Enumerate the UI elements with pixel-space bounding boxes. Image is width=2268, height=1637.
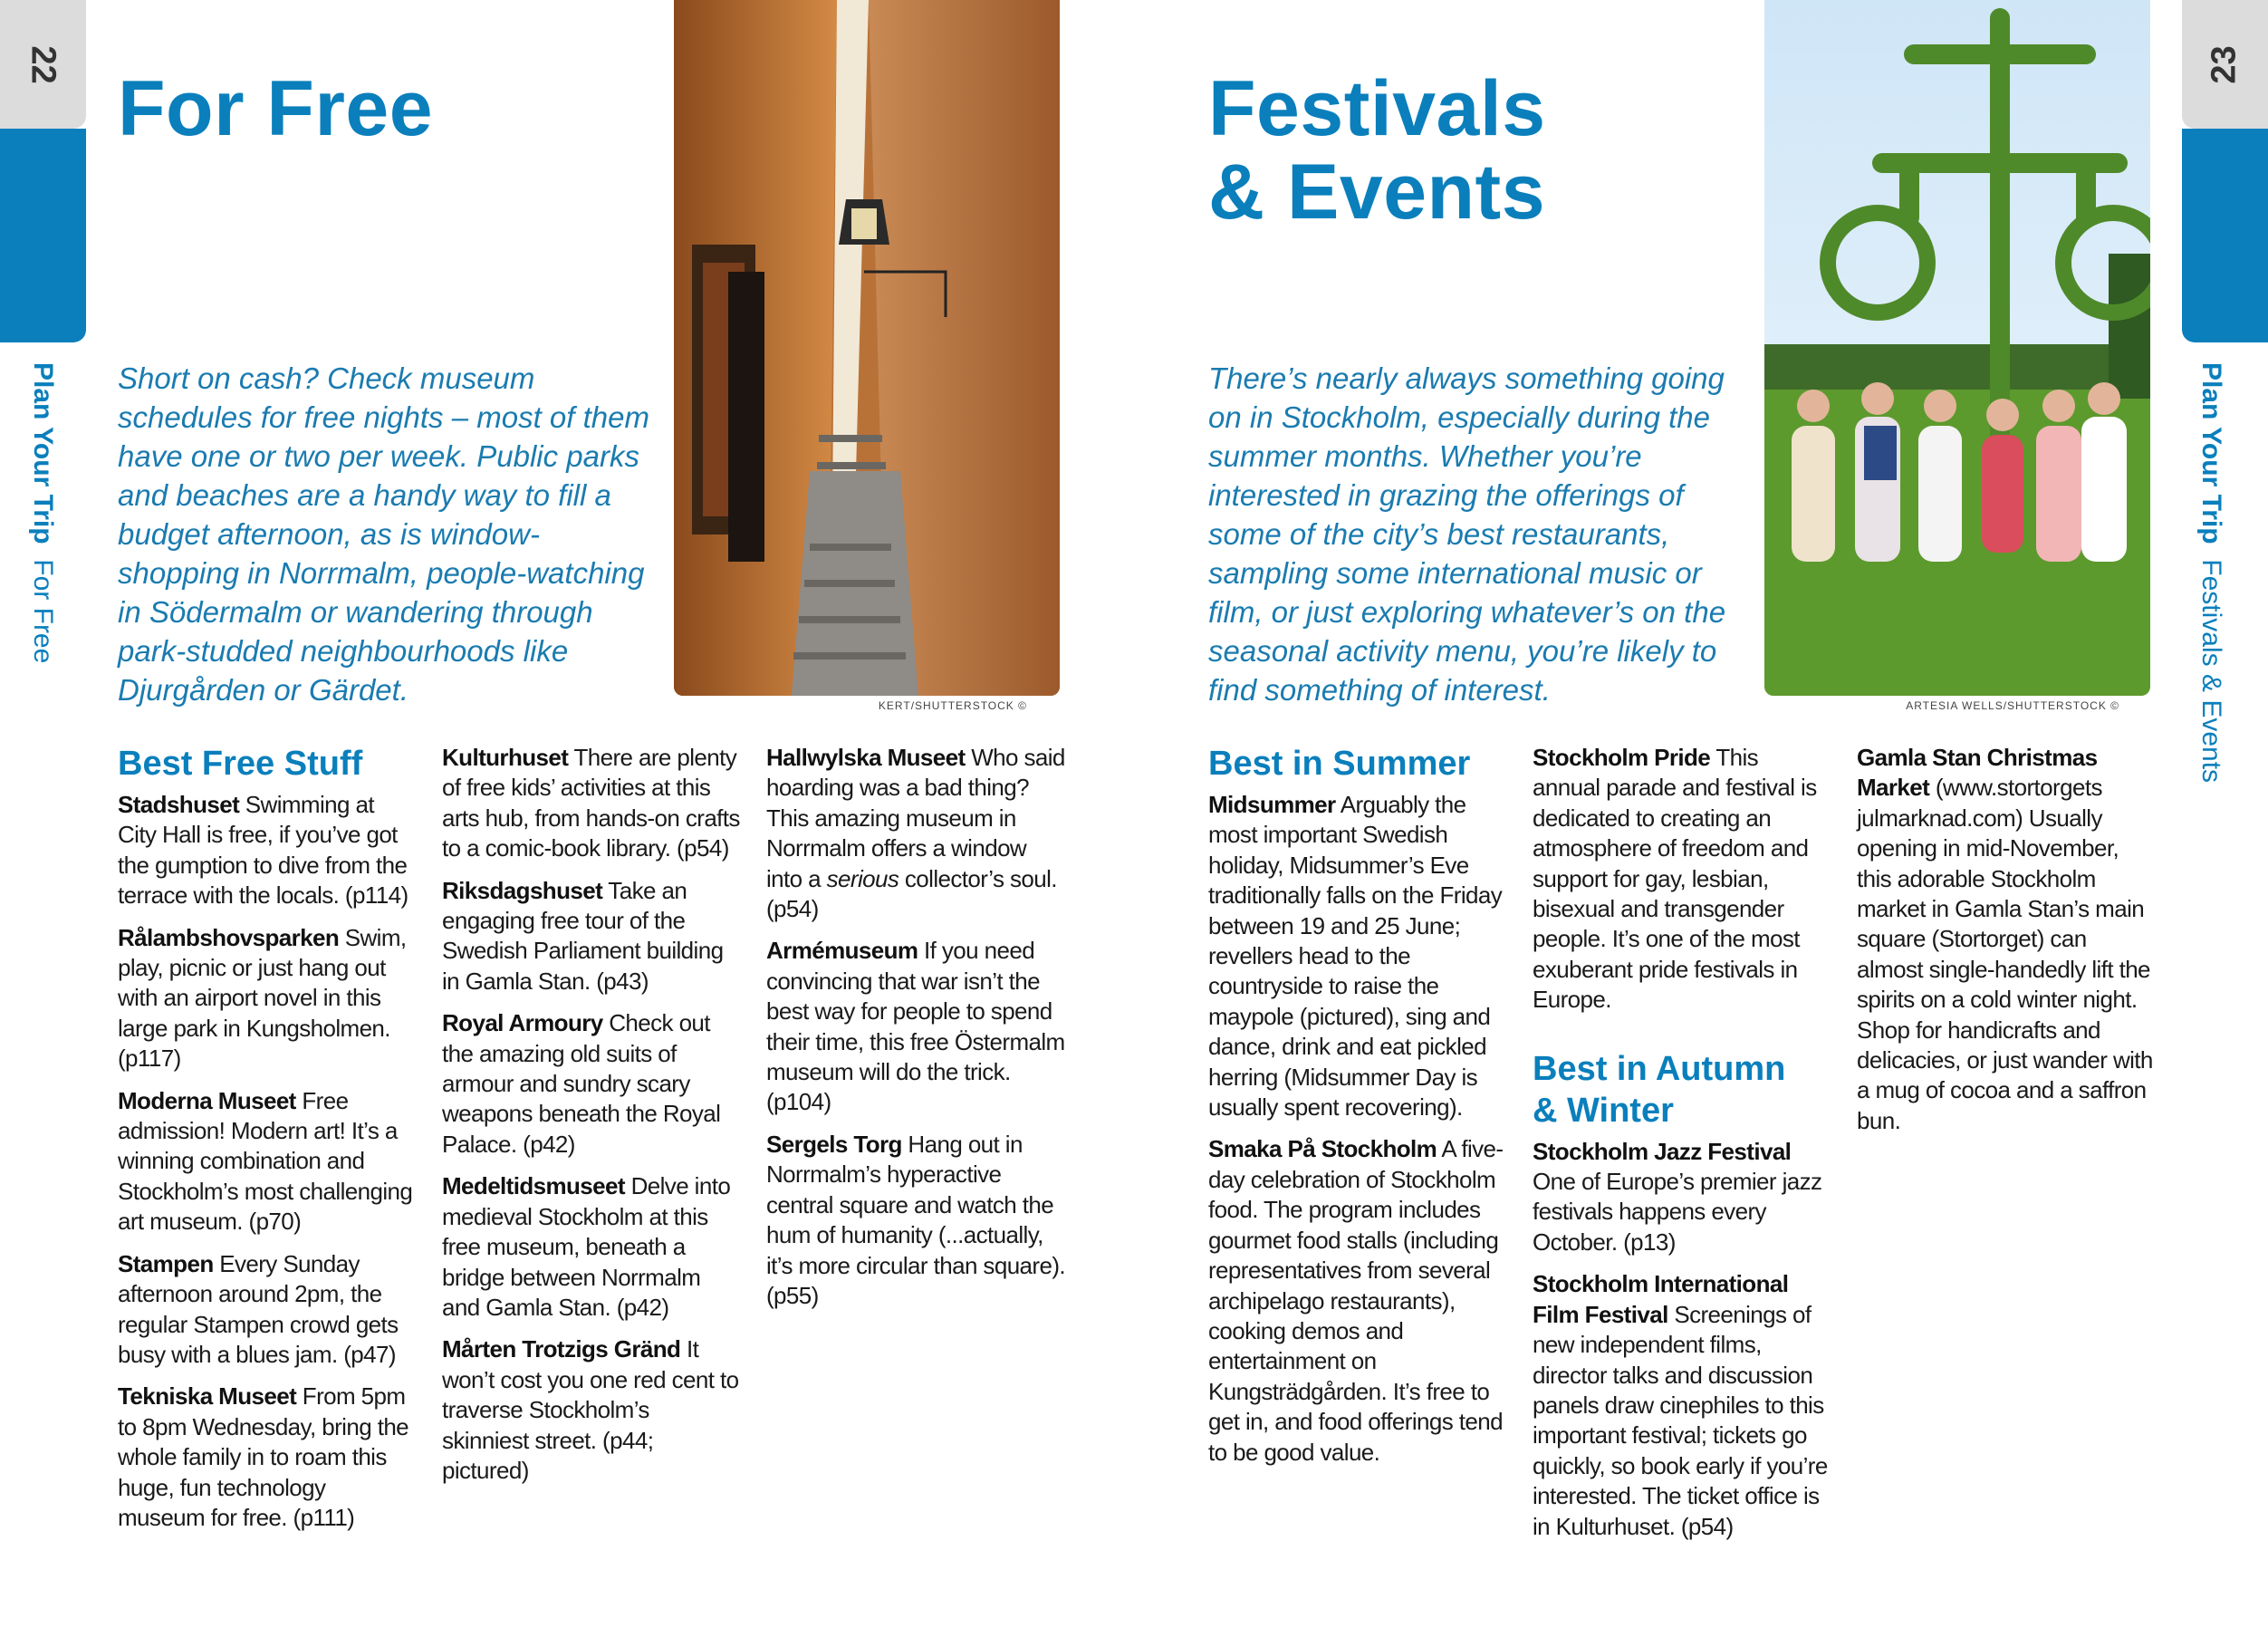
chapter-tab-left xyxy=(0,129,86,342)
side-chapter-left: For Free xyxy=(28,559,58,664)
maypole-illustration xyxy=(1764,0,2150,696)
section-heading-autumn xyxy=(1533,1048,1831,1131)
autumn-heading-line-1: Best in Autumn xyxy=(1533,1049,1786,1088)
column-left-2 xyxy=(442,743,741,1497)
column-left-1 xyxy=(118,743,417,1545)
side-label-left xyxy=(27,362,82,906)
entry-sergels-torg: Sergels Torg Hang out in Norrmalm’s hyperactive central square and watch the hum of humanity (...actually, it’s more circular than square). (p55) xyxy=(766,1130,1066,1309)
page-title-left: For Free xyxy=(118,65,434,152)
entry-moderna-museet: Moderna Museet Free admission! Modern art! It’s a winning combination and Stockholm’s most challenging art museum. (p70) xyxy=(118,1086,413,1236)
page-title-right xyxy=(1208,67,1546,234)
entry-stockholm-film-festival: Stockholm International Film Festival Screenings of new independent films, director talks and discussion panels draw cinephiles to this important festival; tickets go quickly, so book early if you’re interested. The ticket office is in Kulturhuset. (p54) xyxy=(1533,1270,1828,1540)
entry-armemuseum: Armémuseum If you need convincing that war isn’t the best way for people to spend their time, this free Östermalm museum will do the trick. (p104) xyxy=(766,937,1065,1116)
entry-smaka-pa-stockholm: Smaka På Stockholm A five-day celebration of Stockholm food. The program includes gourmet food stalls (including representatives from several archipelago restaurants), cooking demos and entertainment on Kungsträdgården. It’s free to get in, and food offerings tend to be good value. xyxy=(1208,1135,1504,1466)
side-label-right xyxy=(2196,362,2250,906)
alley-illustration xyxy=(674,0,1060,696)
page-number-tab-right xyxy=(2182,0,2268,129)
page-number-tab-left xyxy=(0,0,86,129)
intro-left: Short on cash? Check museum schedules for free nights – most of them have one or two per week. Public parks and beaches are a handy way to fill a budget afternoon, as is window-shopping in Norrmalm, people-watching in Södermalm or wandering through park-studded neighbourhoods like Djurgården or Gärdet. xyxy=(118,361,649,707)
section-heading-free: Best Free Stuff xyxy=(118,745,363,783)
entry-tekniska-museet: Tekniska Museet From 5pm to 8pm Wednesday, bring the whole family in to roam this huge, fun technology museum for free. (p111) xyxy=(118,1382,409,1531)
column-left-3 xyxy=(766,743,1065,1323)
section-heading-summer: Best in Summer xyxy=(1208,745,1471,783)
entry-stadshuset: Stadshuset Swimming at City Hall is free, if you’ve got the gumption to dive from the terrace with the locals. (p114) xyxy=(118,791,408,910)
entry-riksdagshuset: Riksdagshuset Take an engaging free tour of the Swedish Parliament building in Gamla Stan. (p43) xyxy=(442,876,724,995)
entry-stockholm-jazz-festival: Stockholm Jazz Festival One of Europe’s premier jazz festivals happens every October. (p13) xyxy=(1533,1137,1822,1256)
entry-medeltidsmuseet: Medeltidsmuseet Delve into medieval Stockholm at this free museum, beneath a bridge between Norrmalm and Gamla Stan. (p42) xyxy=(442,1172,731,1321)
alley-photo xyxy=(674,0,1060,696)
side-section-right: Plan Your Trip xyxy=(2196,362,2226,544)
page-number-left: 22 xyxy=(24,44,62,84)
side-chapter-right: Festivals & Events xyxy=(2196,559,2226,784)
photo-credit-left: KERT/SHUTTERSTOCK © xyxy=(878,699,1027,712)
entry-marten-trotzigs-grand: Mårten Trotzigs Gränd It won’t cost you one red cent to traverse Stockholm’s skinniest street. (p44; pictured) xyxy=(442,1335,739,1484)
entry-ralambshovsparken: Rålambshovsparken Swim, play, picnic or just hang out with an airport novel in this large park in Kungsholmen. (p117) xyxy=(118,923,407,1073)
column-right-2 xyxy=(1533,743,1831,1554)
page-number-right: 23 xyxy=(2206,44,2244,84)
entry-stampen: Stampen Every Sunday afternoon around 2pm, the regular Stampen crowd gets busy with a blues jam. (p47) xyxy=(118,1249,399,1368)
maypole-photo xyxy=(1764,0,2150,696)
title-line-1: Festivals xyxy=(1208,65,1546,152)
entry-midsummer: Midsummer Arguably the most important Swedish holiday, Midsummer’s Eve traditionally falls on the Friday between 19 and 25 June; revellers head to the countryside to raise the maypole (pictured), sing and dance, drink and eat pickled herring (Midsummer Day is usually spent recovering). xyxy=(1208,791,1503,1122)
entry-royal-armoury: Royal Armoury Check out the amazing old suits of armour and sundry scary weapons beneath the Royal Palace. (p42) xyxy=(442,1009,721,1158)
entry-stockholm-pride: Stockholm Pride This annual parade and festival is dedicated to creating an atmosphere of freedom and support for gay, lesbian, bisexual and transgender people. It’s one of the most exuberant pride festivals in Europe. xyxy=(1533,744,1817,1014)
chapter-tab-right xyxy=(2182,129,2268,342)
photo-credit-right: ARTESIA WELLS/SHUTTERSTOCK © xyxy=(1906,699,2119,712)
autumn-heading-line-2: & Winter xyxy=(1533,1091,1674,1130)
entry-gamla-stan-christmas-market: Gamla Stan Christmas Market (www.stortorgets julmarknad.com) Usually opening in mid-November, this adorable Stockholm market in Gamla Stan’s main square (Stortorget) can almost single-handedly lift the spirits on a cold winter night. Shop for handicrafts and delicacies, or just wander with a mug of cocoa and a saffron bun. xyxy=(1857,744,2153,1134)
column-right-3 xyxy=(1857,743,2156,1148)
title-line-2: & Events xyxy=(1208,149,1546,236)
entry-kulturhuset: Kulturhuset There are plenty of free kids’ activities at this arts hub, from hands-on crafts to a comic-book library. (p54) xyxy=(442,744,740,862)
entry-hallwylska-museet: Hallwylska Museet Who said hoarding was a bad thing? This amazing museum in Norrmalm offers a window into a serious collector’s soul. (p54) xyxy=(766,744,1065,923)
side-section-left: Plan Your Trip xyxy=(28,362,58,544)
column-right-1 xyxy=(1208,743,1507,1479)
intro-right: There’s nearly always something going on in Stockholm, especially during the summer months. Whether you’re interested in grazing the offerings of some of the city’s best restaurants, sampling some international music or film, or just exploring whatever’s on the seasonal activity menu, you’re likely to find something of interest. xyxy=(1208,361,1726,707)
